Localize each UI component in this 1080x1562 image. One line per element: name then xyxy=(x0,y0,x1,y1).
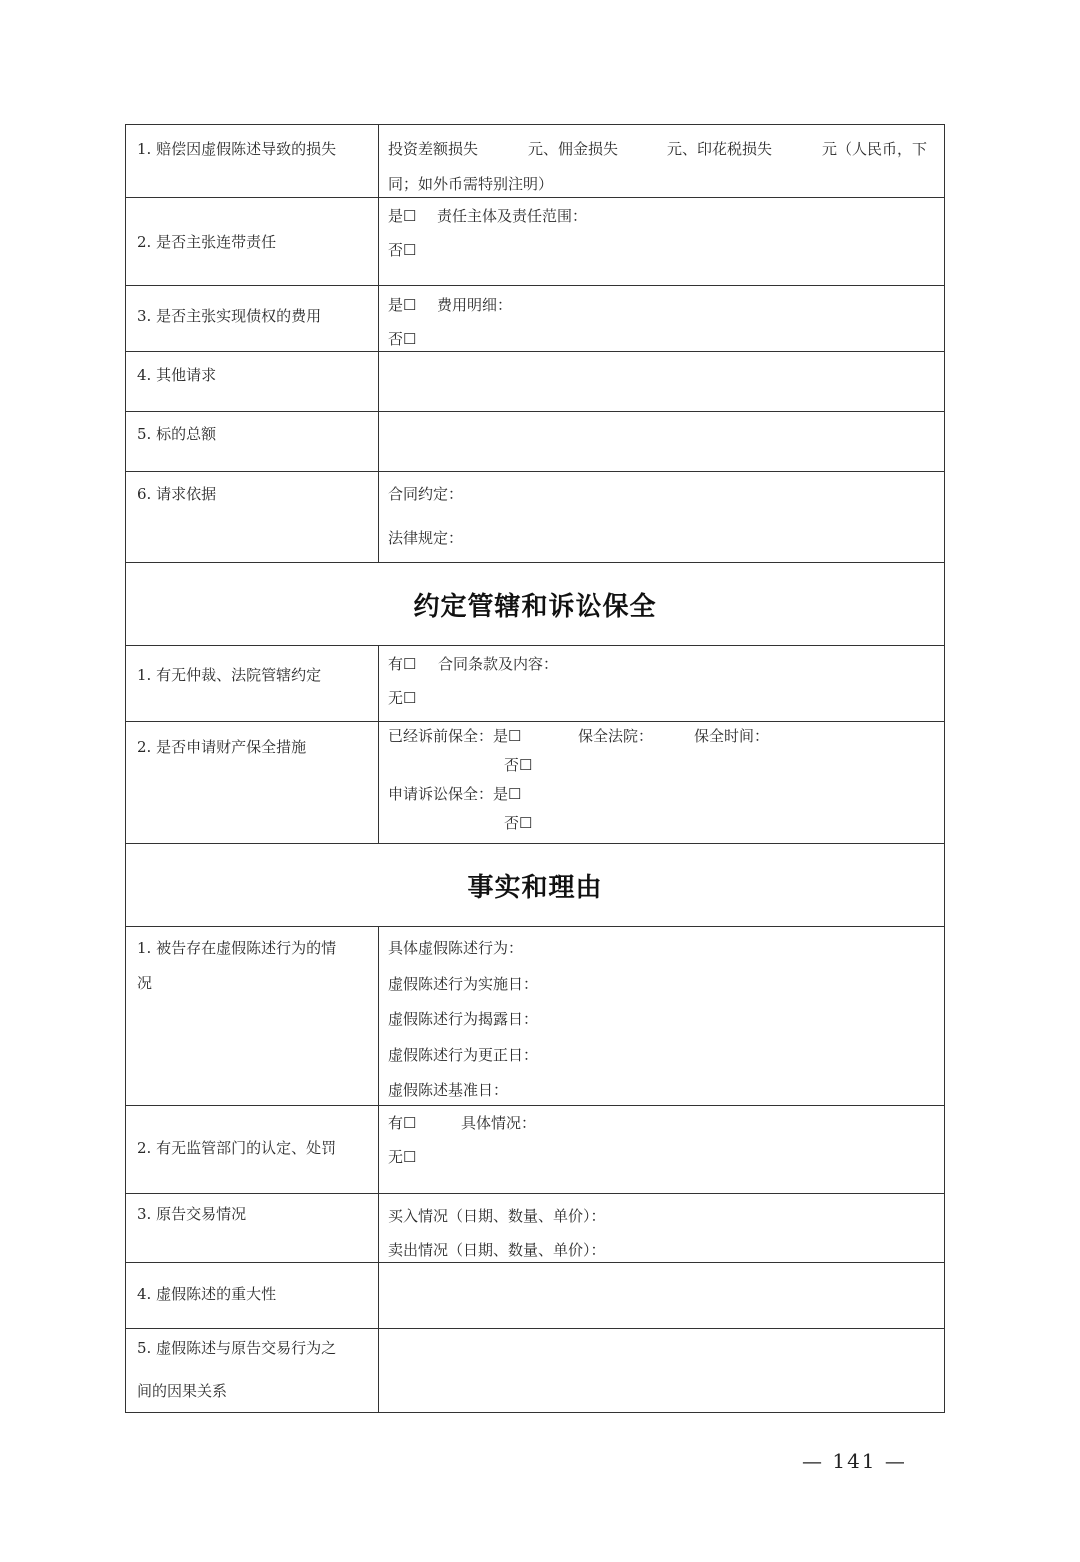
facts-row-materiality xyxy=(125,1262,945,1328)
page-number: — 141 — xyxy=(802,1449,907,1473)
text: 元（人民币，下 xyxy=(822,140,928,158)
text: 责任主体及责任范围： xyxy=(437,207,588,225)
field-label: 1. 被告存在虚假陈述行为的情 xyxy=(137,939,337,957)
text: 投资差额损失 xyxy=(388,140,479,158)
no-checkbox[interactable]: 无☐ xyxy=(388,1148,417,1166)
pre-suit-yes-checkbox[interactable]: 已经诉前保全：是☐ xyxy=(388,727,522,745)
text: 虚假陈述行为揭露日： xyxy=(388,1010,539,1028)
claim-row-other xyxy=(125,351,945,411)
jurisdiction-row-agreement xyxy=(125,645,945,721)
litigation-yes-checkbox[interactable]: 申请诉讼保全：是☐ xyxy=(388,785,522,803)
claim-row-total xyxy=(125,411,945,471)
field-label: 2. 是否申请财产保全措施 xyxy=(137,738,307,756)
field-value[interactable] xyxy=(378,1329,944,1412)
yes-checkbox[interactable]: 有☐ xyxy=(388,655,417,673)
facts-row-misstatement xyxy=(125,926,945,1105)
no-checkbox[interactable]: 否☐ xyxy=(388,330,417,348)
field-label: 3. 是否主张实现债权的费用 xyxy=(137,307,322,325)
litigation-no-checkbox[interactable]: 否☐ xyxy=(504,814,533,832)
text: 买入情况（日期、数量、单价）： xyxy=(388,1207,606,1225)
claim-row-joint-liability xyxy=(125,197,945,285)
facts-row-causation xyxy=(125,1328,945,1413)
field-label: 4. 其他请求 xyxy=(137,366,217,384)
text: 具体情况： xyxy=(461,1114,537,1132)
section-title: 约定管辖和诉讼保全 xyxy=(413,591,657,622)
field-label: 2. 有无监管部门的认定、处罚 xyxy=(137,1139,337,1157)
text: 虚假陈述基准日： xyxy=(388,1081,509,1099)
claim-row-loss xyxy=(125,124,945,197)
field-value[interactable] xyxy=(378,412,944,471)
section-title: 事实和理由 xyxy=(467,872,603,903)
text: 保全时间： xyxy=(694,727,770,745)
facts-row-regulator xyxy=(125,1105,945,1193)
field-label: 间的因果关系 xyxy=(137,1382,228,1400)
section-header-jurisdiction xyxy=(125,562,945,645)
claim-row-expenses xyxy=(125,285,945,351)
text: 费用明细： xyxy=(437,296,513,314)
text: 法律规定： xyxy=(388,529,464,547)
field-value[interactable] xyxy=(378,352,944,411)
yes-checkbox[interactable]: 是☐ xyxy=(388,296,417,314)
jurisdiction-row-preservation xyxy=(125,721,945,843)
no-checkbox[interactable]: 否☐ xyxy=(388,241,417,259)
pre-suit-no-checkbox[interactable]: 否☐ xyxy=(504,756,533,774)
field-label: 1. 有无仲裁、法院管辖约定 xyxy=(137,666,322,684)
text: 保全法院： xyxy=(578,727,654,745)
text: 合同约定： xyxy=(388,485,464,503)
text: 虚假陈述行为实施日： xyxy=(388,975,539,993)
no-checkbox[interactable]: 无☐ xyxy=(388,689,417,707)
field-label: 5. 标的总额 xyxy=(137,425,217,443)
yes-checkbox[interactable]: 有☐ xyxy=(388,1114,417,1132)
yes-checkbox[interactable]: 是☐ xyxy=(388,207,417,225)
claim-row-basis xyxy=(125,471,945,562)
field-label: 1. 赔偿因虚假陈述导致的损失 xyxy=(137,140,337,158)
field-value[interactable] xyxy=(378,125,944,197)
field-label: 6. 请求依据 xyxy=(137,485,217,503)
text: 元、印花税损失 xyxy=(667,140,773,158)
field-label: 况 xyxy=(137,974,153,992)
section-header-facts xyxy=(125,843,945,926)
field-label: 3. 原告交易情况 xyxy=(137,1205,247,1223)
field-label: 2. 是否主张连带责任 xyxy=(137,233,277,251)
facts-row-trading xyxy=(125,1193,945,1262)
text: 元、佣金损失 xyxy=(528,140,619,158)
field-label: 4. 虚假陈述的重大性 xyxy=(137,1285,277,1303)
text: 虚假陈述行为更正日： xyxy=(388,1046,539,1064)
text: 具体虚假陈述行为： xyxy=(388,939,524,957)
text: 同；如外币需特别注明） xyxy=(388,175,554,193)
field-value[interactable] xyxy=(378,1263,944,1328)
text: 卖出情况（日期、数量、单价）： xyxy=(388,1241,606,1259)
text: 合同条款及内容： xyxy=(438,655,559,673)
field-label: 5. 虚假陈述与原告交易行为之 xyxy=(137,1339,337,1357)
